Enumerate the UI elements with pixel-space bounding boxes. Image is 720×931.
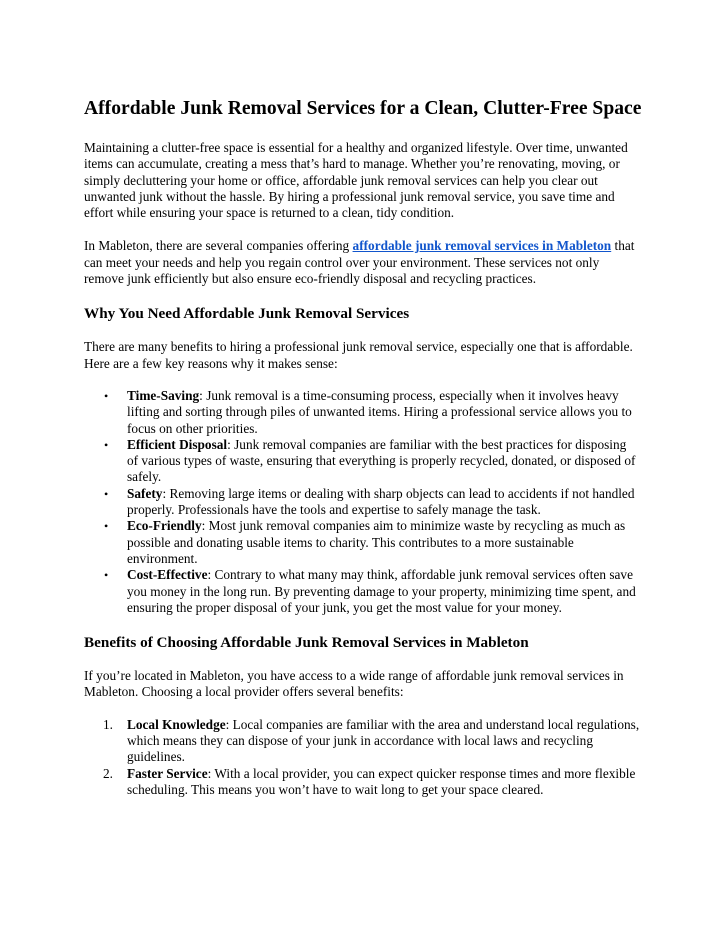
list-item-term: Efficient Disposal bbox=[127, 436, 228, 452]
intro-paragraph-2-tail: that can meet your needs and help you regain control over your environment. These services not only remove junk efficiently but also ensure eco-friendly disposal and recycling practices. bbox=[84, 238, 635, 287]
benefits-list bbox=[84, 717, 640, 798]
list-item bbox=[84, 486, 640, 519]
list-item bbox=[84, 518, 640, 567]
list-item bbox=[84, 717, 640, 766]
list-item bbox=[84, 388, 640, 437]
section-heading-why: Why You Need Affordable Junk Removal Services bbox=[84, 305, 410, 323]
list-item bbox=[84, 437, 640, 486]
bullet-icon: • bbox=[104, 388, 109, 403]
list-item-term: Faster Service bbox=[127, 765, 208, 781]
list-item-term: Local Knowledge bbox=[127, 716, 226, 732]
list-item-text: : Junk removal is a time-consuming process, especially when it involves heavy lifting and sorting through piles of unwanted items. Hiring a professional service allows you to focus on other priorities. bbox=[127, 387, 632, 436]
list-item bbox=[84, 766, 640, 799]
list-item-term: Time-Saving bbox=[127, 387, 200, 403]
list-number: 2. bbox=[103, 765, 113, 781]
list-item-text: : Junk removal companies are familiar with the best practices for disposing of various types of waste, ensuring that everything is properly recycled, donated, or disposed of safely. bbox=[127, 436, 636, 485]
section-benefits-intro: If you’re located in Mableton, you have access to a wide range of affordable junk removal services in Mableton. Choosing a local provider offers several benefits: bbox=[84, 668, 624, 700]
section-why-intro: There are many benefits to hiring a professional junk removal service, especially one that is affordable. Here are a few key reasons why it makes sense: bbox=[84, 339, 633, 371]
section-heading-benefits: Benefits of Choosing Affordable Junk Removal Services in Mableton bbox=[84, 634, 529, 652]
affordable-junk-removal-link[interactable]: affordable junk removal services in Mableton bbox=[352, 238, 612, 254]
reasons-list bbox=[84, 388, 640, 616]
list-item-term: Cost-Effective bbox=[127, 567, 208, 583]
list-item-text: : Local companies are familiar with the area and understand local regulations, which means they can dispose of your junk in accordance with local laws and recycling guidelines. bbox=[127, 716, 640, 765]
bullet-icon: • bbox=[104, 519, 109, 534]
intro-paragraph-2 bbox=[84, 238, 640, 287]
list-item bbox=[84, 567, 640, 616]
list-item-text: : Contrary to what many may think, affordable junk removal services often save you money in the long run. By preventing damage to your property, minimizing time spent, and ensuring the proper disposal of your junk, you get the most value for your money. bbox=[127, 567, 636, 615]
bullet-icon: • bbox=[104, 486, 109, 501]
bullet-icon: • bbox=[104, 437, 109, 452]
document-content bbox=[84, 96, 640, 798]
list-number: 1. bbox=[103, 716, 113, 732]
list-item-text: : Removing large items or dealing with sharp objects can lead to accidents if not handled properly. Professionals have the tools and expertise to safely manage the task. bbox=[127, 485, 635, 518]
page-title: Affordable Junk Removal Services for a Clean, Clutter-Free Space bbox=[84, 98, 642, 119]
bullet-icon: • bbox=[104, 568, 109, 583]
list-item-term: Eco-Friendly bbox=[127, 518, 202, 534]
list-item-text: : Most junk removal companies aim to minimize waste by recycling as much as possible and donating usable items to charity. This contributes to a more sustainable environment. bbox=[127, 518, 626, 566]
list-item-text: : With a local provider, you can expect quicker response times and more flexible scheduling. This means you won’t have to wait long to get your space cleared. bbox=[127, 765, 636, 797]
list-item-term: Safety bbox=[127, 485, 163, 501]
intro-paragraph-2-lead: In Mableton, there are several companies offering bbox=[84, 238, 353, 254]
intro-paragraph-1: Maintaining a clutter-free space is essential for a healthy and organized lifestyle. Over time, unwanted items can accumulate, creating a mess that’s hard to manage. Whether you’re renovating, moving, or simply decluttering your home or office, affordable junk removal services can help you clear out unwanted junk without the hassle. By hiring a professional junk removal service, you save time and effort while ensuring your space is returned to a clean, tidy condition. bbox=[84, 140, 628, 221]
